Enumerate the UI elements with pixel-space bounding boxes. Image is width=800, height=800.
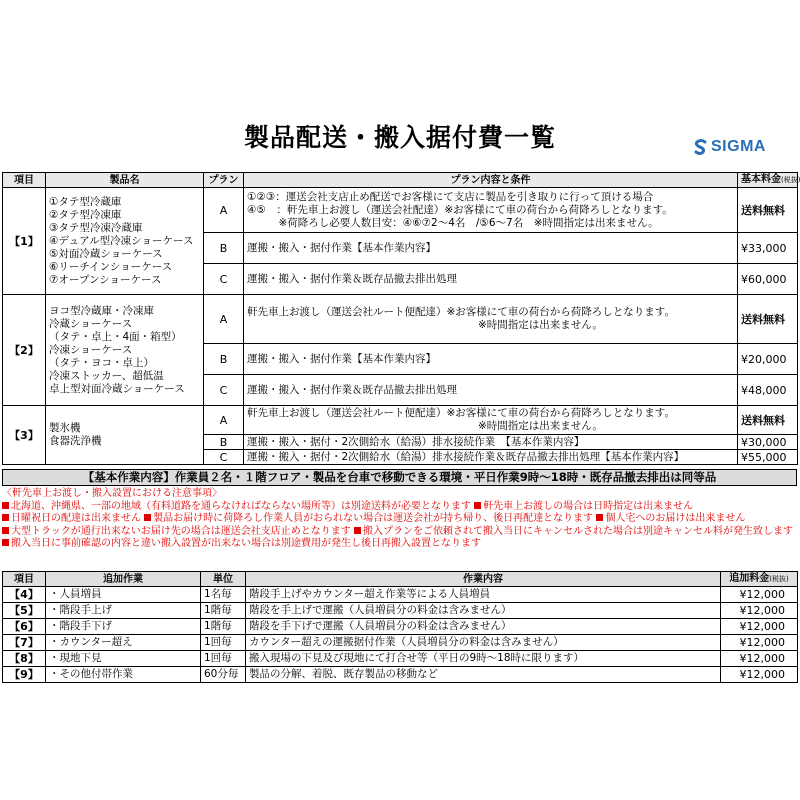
row-unit: 1階毎 (201, 603, 246, 619)
red-square-icon (354, 527, 361, 534)
row-id: 【5】 (3, 603, 46, 619)
header-item: 項目 (3, 173, 46, 188)
red-square-icon (144, 514, 151, 521)
plan-content-line: ※時間指定は出来ません。 (247, 319, 603, 331)
product-name: ヨコ型冷蔵庫・冷凍庫 (49, 304, 154, 317)
plan-price: 送料無料 (738, 406, 798, 435)
plan-price: 送料無料 (738, 188, 798, 233)
product-name: ⑤対面冷蔵ショーケース (49, 247, 163, 260)
plan-content: 運搬・搬入・据付作業【基本作業内容】 (244, 233, 738, 264)
group1-products (46, 188, 204, 295)
table-row (3, 603, 798, 619)
plan-label: B (204, 435, 244, 450)
row-work: ・現地下見 (46, 651, 201, 667)
row-content: 階段手上げやカウンター超え作業等による人員増員 (246, 587, 721, 603)
plan-label: C (204, 375, 244, 406)
notes-section (2, 488, 793, 551)
table-row (3, 406, 798, 435)
note-text: 大型トラックが通行出来ないお届け先の場合は運送会社支店止めとなります (11, 525, 351, 537)
product-name: ②タテ型冷凍庫 (49, 208, 122, 221)
row-work: ・階段手上げ (46, 603, 201, 619)
plan-price: ¥20,000 (738, 344, 798, 375)
row-id: 【8】 (3, 651, 46, 667)
red-square-icon (2, 514, 9, 521)
product-name: 冷凍ストッカー、超低温 (49, 369, 164, 382)
main-table-header (3, 173, 798, 188)
plan-content-line: 軒先車上お渡し（運送会社ルート便配達）※お客様にて車の荷台から荷降ろしとなります。 (247, 306, 675, 318)
note-text: 軒先車上お渡しの場合は日時指定は出来ません (483, 500, 694, 512)
group2-label: 【2】 (3, 295, 46, 406)
group3-products (46, 406, 204, 465)
plan-label: A (204, 188, 244, 233)
plan-label: C (204, 264, 244, 295)
plan-content: 運搬・搬入・据付作業＆既存品撤去排出処理 (244, 375, 738, 406)
header-work: 追加作業 (46, 572, 201, 587)
plan-content (244, 295, 738, 344)
table-row (3, 188, 798, 233)
note-text: 個人宅へのお届けは出来ません (605, 513, 746, 525)
group2-products (46, 295, 204, 406)
product-name: 食器洗浄機 (49, 435, 102, 447)
product-name: ⑦オープンショーケース (49, 273, 162, 286)
row-content: 階段を手上げで運搬（人員増員分の料金は含みません） (246, 603, 721, 619)
row-unit: 1名毎 (201, 587, 246, 603)
note-text: 搬入プランをご依頼されて搬入当日にキャンセルされた場合は別途キャンセル料が発生致します (363, 525, 793, 537)
plan-price: 送料無料 (738, 295, 798, 344)
plan-label: A (204, 406, 244, 435)
extra-table-header (3, 572, 798, 587)
plan-content-line: ※荷降ろし必要人数目安：④⑥⑦2～4名 /⑤6～7名 ※時間指定は出来ません。 (247, 216, 659, 229)
extra-work-table (2, 571, 798, 683)
plan-content (244, 188, 738, 233)
plan-content: 運搬・搬入・据付作業【基本作業内容】 (244, 344, 738, 375)
group3-label: 【3】 (3, 406, 46, 465)
basic-work-banner: 【基本作業内容】作業員２名・１階フロア・製品を台車で移動できる環境・平日作業9時～18時・既存品撤去排出は同等品 (2, 469, 797, 486)
plan-label: B (204, 344, 244, 375)
plan-price: ¥30,000 (738, 435, 798, 450)
header-product: 製品名 (46, 173, 204, 188)
notes-line (2, 501, 793, 514)
row-work: ・人員増員 (46, 587, 201, 603)
notes-line (2, 526, 793, 539)
main-price-table (2, 172, 798, 465)
row-work: ・階段手下げ (46, 619, 201, 635)
header-price-label: 基本料金 (741, 174, 781, 185)
header-content: プラン内容と条件 (244, 173, 738, 188)
header-content: 作業内容 (246, 572, 721, 587)
row-unit: 1回毎 (201, 635, 246, 651)
page-title: 製品配送・搬入据付費一覧 (243, 123, 556, 152)
table-row (3, 667, 798, 683)
plan-label: A (204, 295, 244, 344)
header-item: 項目 (3, 572, 46, 587)
row-content: 階段を手下げで運搬（人員増員分の料金は含みません） (246, 619, 721, 635)
header-price-suffix: (税抜) (769, 575, 789, 583)
plan-content: 運搬・搬入・据付作業＆既存品撤去排出処理 (244, 264, 738, 295)
row-price: ¥12,000 (721, 667, 798, 683)
sigma-logo-text: SIGMA (711, 138, 766, 155)
row-price: ¥12,000 (721, 651, 798, 667)
red-square-icon (2, 539, 9, 546)
table-row (3, 587, 798, 603)
table-row (3, 619, 798, 635)
row-price: ¥12,000 (721, 619, 798, 635)
note-text: 製品お届け時に荷降ろし作業人員がおられない場合は運送会社が持ち帰り、後日再配達となります (153, 513, 594, 525)
row-unit: 60分毎 (201, 667, 246, 683)
plan-content-line: ①②③：運送会社支店止め配送でお客様にて支店に製品を引き取りに行って頂ける場合 (247, 190, 654, 203)
table-row (3, 651, 798, 667)
product-name: ④デュアル型冷凍ショーケース (49, 234, 194, 247)
table-row (3, 635, 798, 651)
row-content: カウンター超えの運搬据付作業（人員増員分の料金は含みません） (246, 635, 721, 651)
plan-price: ¥48,000 (738, 375, 798, 406)
sigma-logo-icon (694, 139, 708, 155)
product-name: 卓上型対面冷蔵ショーケース (49, 382, 185, 395)
red-square-icon (474, 502, 481, 509)
table-row (3, 295, 798, 344)
row-id: 【6】 (3, 619, 46, 635)
row-id: 【4】 (3, 587, 46, 603)
row-content: 搬入現場の下見及び現地にて打合せ等（平日の9時～18時に限ります） (246, 651, 721, 667)
plan-price: ¥33,000 (738, 233, 798, 264)
note-text: 日曜祝日の配達は出来ません (11, 513, 141, 525)
row-unit: 1階毎 (201, 619, 246, 635)
plan-price: ¥60,000 (738, 264, 798, 295)
product-name: ⑥リーチインショーケース (49, 260, 173, 273)
plan-content-line: ※時間指定は出来ません。 (247, 420, 603, 432)
row-content: 製品の分解、着脱、既存製品の移動など (246, 667, 721, 683)
row-price: ¥12,000 (721, 587, 798, 603)
red-square-icon (596, 514, 603, 521)
row-unit: 1回毎 (201, 651, 246, 667)
row-price: ¥12,000 (721, 603, 798, 619)
notes-line (2, 513, 793, 526)
row-work: ・カウンター超え (46, 635, 201, 651)
row-work: ・その他付帯作業 (46, 667, 201, 683)
note-text: 北海道、沖縄県、一部の地域（有料道路を通らなければならない場所等）は別途送料が必要となります (11, 500, 471, 512)
plan-price: ¥55,000 (738, 450, 798, 465)
plan-content (244, 406, 738, 435)
red-square-icon (2, 527, 9, 534)
product-name: （タテ・卓上・4面・箱型） (49, 330, 182, 343)
product-name: 冷凍ショーケース (49, 343, 133, 356)
plan-content-line: 軒先車上お渡し（運送会社ルート便配達）※お客様にて車の荷台から荷降ろしとなります。 (247, 407, 675, 419)
product-name: ①タテ型冷蔵庫 (49, 195, 122, 208)
row-price: ¥12,000 (721, 635, 798, 651)
header-plan: プラン (204, 173, 244, 188)
red-square-icon (2, 502, 9, 509)
product-name: ③タテ型冷凍冷蔵庫 (49, 221, 143, 234)
plan-content-line: ④⑤ ：軒先車上お渡し（運送会社配達）※お客様にて車の荷台から荷降ろしとなります。 (247, 203, 673, 216)
group1-label: 【1】 (3, 188, 46, 295)
row-id: 【7】 (3, 635, 46, 651)
notes-heading: 〈軒先車上お渡し・搬入設置における注意事項〉 (2, 488, 222, 499)
plan-content: 運搬・搬入・据付・2次側給水（給湯）排水接続作業 【基本作業内容】 (244, 435, 738, 450)
plan-label: C (204, 450, 244, 465)
header-price (721, 572, 798, 587)
row-id: 【9】 (3, 667, 46, 683)
header-unit: 単位 (201, 572, 246, 587)
notes-line (2, 538, 793, 551)
note-text: 搬入当日に事前確認の内容と違い搬入設置が出来ない場合は別途費用が発生し後日再搬入設置となります (11, 538, 481, 550)
product-name: 冷蔵ショーケース (49, 317, 133, 330)
header-price-suffix: (税抜) (781, 176, 800, 184)
header-price-label: 追加料金 (729, 573, 770, 584)
header-price (738, 173, 798, 188)
product-name: 製氷機 (49, 422, 81, 434)
plan-label: B (204, 233, 244, 264)
sigma-logo (694, 138, 766, 156)
plan-content: 運搬・搬入・据付・2次側給水（給湯）排水接続作業＆既存品撤去排出処理【基本作業内容】 (244, 450, 738, 465)
product-name: （タテ・ヨコ・卓上） (49, 356, 154, 369)
